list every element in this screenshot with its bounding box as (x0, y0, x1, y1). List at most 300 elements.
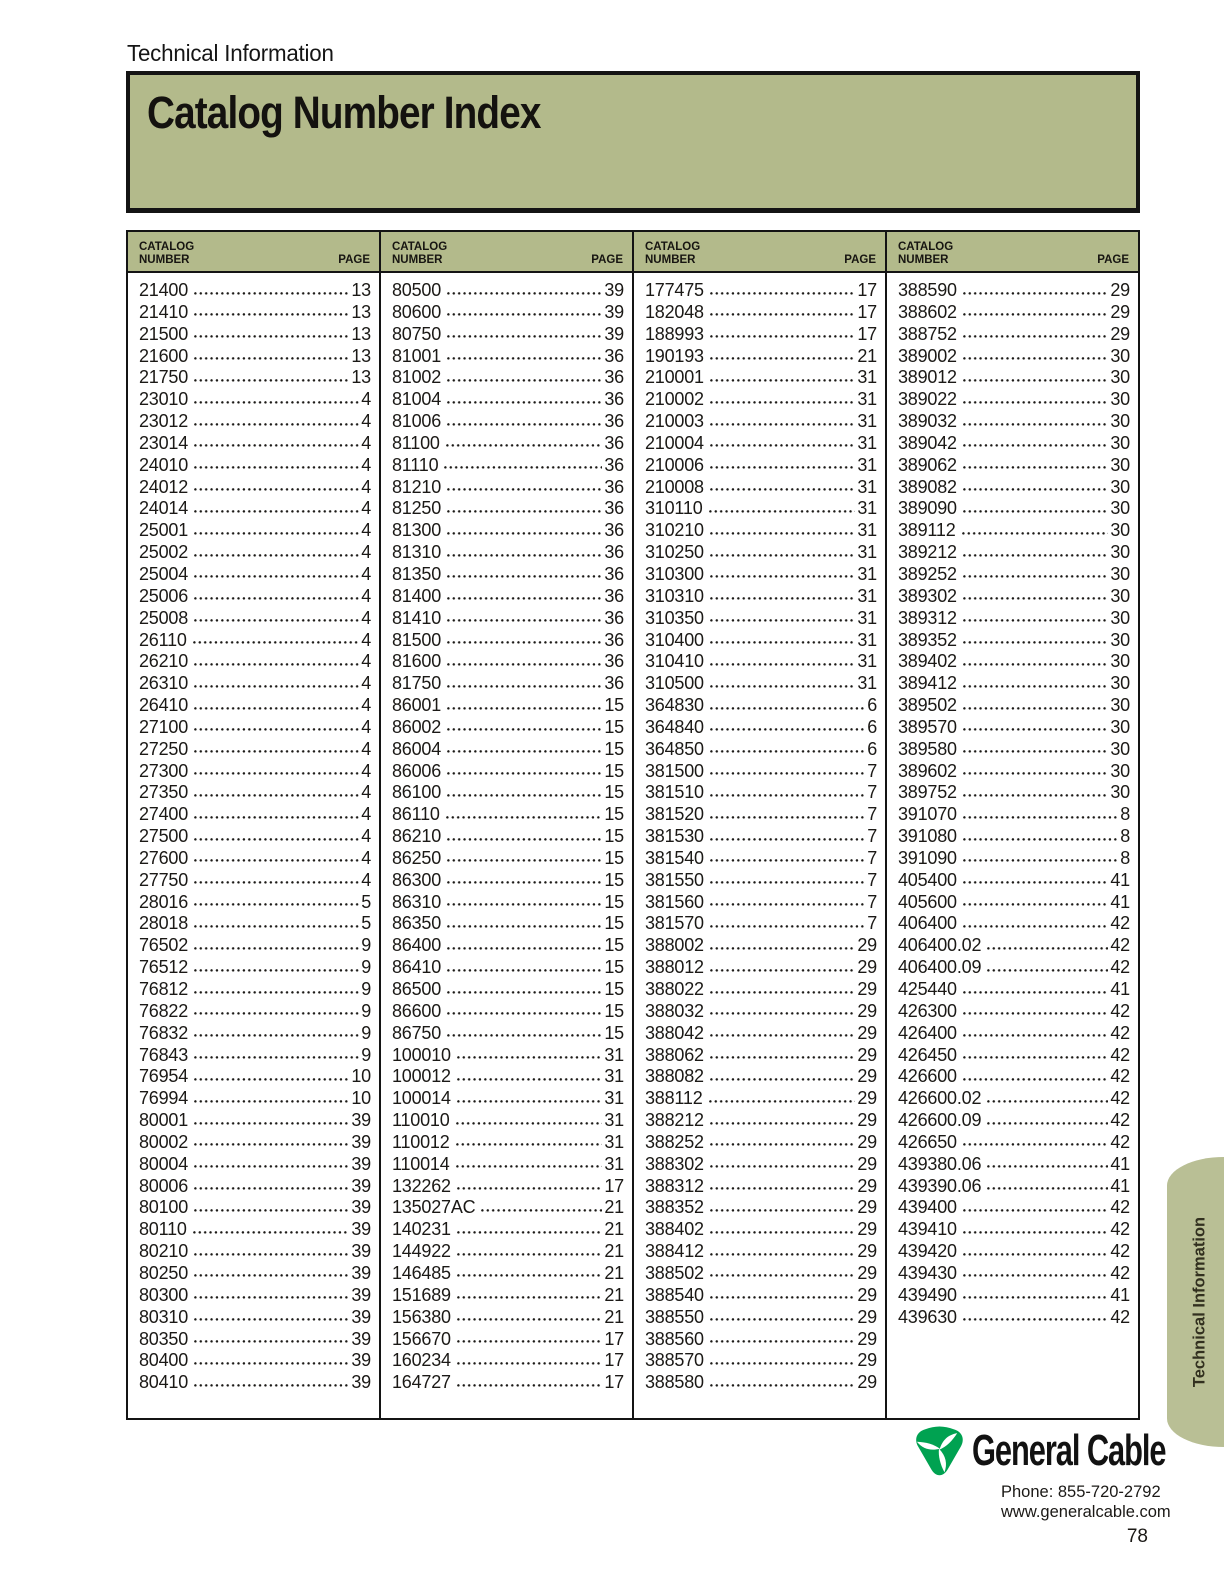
page-ref: 41 (1110, 869, 1130, 890)
page-ref: 31 (857, 563, 877, 584)
section-side-tab[interactable] (1167, 1157, 1224, 1447)
catalog-row (392, 1219, 624, 1241)
catalog-row (139, 433, 371, 455)
catalog-number: 86310 (392, 891, 442, 912)
catalog-number: 381540 (645, 847, 704, 868)
page-ref: 36 (604, 520, 624, 541)
page-ref: 17 (604, 1350, 624, 1371)
page-ref: 29 (857, 1350, 877, 1371)
page-ref: 30 (1110, 673, 1130, 694)
catalog-number: 388002 (645, 935, 704, 956)
page-ref: 36 (604, 454, 624, 475)
page-ref: 31 (857, 629, 877, 650)
catalog-row (645, 520, 877, 542)
catalog-number: 381550 (645, 869, 704, 890)
page-ref: 15 (604, 716, 624, 737)
catalog-number: 80250 (139, 1262, 189, 1283)
catalog-number: 81600 (392, 651, 442, 672)
catalog-row (645, 979, 877, 1001)
page-ref: 7 (867, 847, 877, 868)
catalog-row (645, 761, 877, 783)
catalog-number: 310410 (645, 651, 704, 672)
page-ref: 13 (351, 280, 371, 300)
catalog-row (392, 1263, 624, 1285)
page-ref: 15 (604, 847, 624, 868)
catalog-row (645, 739, 877, 761)
catalog-number: 80110 (139, 1219, 187, 1240)
catalog-row (898, 782, 1130, 804)
catalog-row (645, 695, 877, 717)
catalog-number: 388042 (645, 1022, 704, 1043)
catalog-number: 388302 (645, 1153, 704, 1174)
catalog-header-line1: CATALOG (392, 241, 448, 253)
catalog-number: 81100 (392, 432, 440, 453)
page-ref: 29 (857, 935, 877, 956)
catalog-number: 21600 (139, 345, 189, 366)
page-ref: 13 (351, 345, 371, 366)
catalog-number: 439380.06 (898, 1153, 982, 1174)
catalog-row (645, 1045, 877, 1067)
page-ref: 29 (857, 1306, 877, 1327)
page-ref: 31 (604, 1131, 624, 1152)
page-ref: 39 (351, 1110, 371, 1131)
catalog-row (645, 1154, 877, 1176)
catalog-number: 426450 (898, 1044, 957, 1065)
catalog-row (392, 302, 624, 324)
catalog-number: 388570 (645, 1350, 704, 1371)
page-ref: 29 (857, 1088, 877, 1109)
catalog-row (898, 1088, 1130, 1110)
page-ref: 17 (604, 1372, 624, 1393)
page-ref: 39 (351, 1219, 371, 1240)
page-ref: 42 (1110, 1219, 1130, 1240)
page-ref: 30 (1110, 563, 1130, 584)
catalog-row (898, 1263, 1130, 1285)
catalog-row (645, 477, 877, 499)
catalog-row (898, 717, 1130, 739)
catalog-row (139, 520, 371, 542)
catalog-header-line2: NUMBER (139, 254, 190, 266)
catalog-row (139, 1110, 371, 1132)
catalog-number: 439410 (898, 1219, 957, 1240)
catalog-number: 389062 (898, 454, 957, 475)
catalog-column (128, 232, 381, 1418)
catalog-row (645, 433, 877, 455)
page-ref: 4 (361, 716, 371, 737)
catalog-row (139, 935, 371, 957)
page-ref: 9 (361, 1000, 371, 1021)
catalog-number: 156380 (392, 1306, 451, 1327)
side-tab-label: Technical Information (1190, 1216, 1209, 1388)
catalog-row (392, 892, 624, 914)
catalog-row (139, 389, 371, 411)
catalog-number: 389022 (898, 389, 957, 410)
catalog-row (645, 1329, 877, 1351)
catalog-number: 110014 (392, 1153, 450, 1174)
page-ref: 7 (867, 869, 877, 890)
catalog-number: 86004 (392, 738, 442, 759)
catalog-row (898, 1154, 1130, 1176)
catalog-number: 364850 (645, 738, 704, 759)
catalog-row (898, 673, 1130, 695)
catalog-number: 405600 (898, 891, 957, 912)
page-ref: 13 (351, 301, 371, 322)
page-ref: 41 (1110, 979, 1130, 999)
page-ref: 30 (1110, 607, 1130, 628)
catalog-row (898, 477, 1130, 499)
catalog-row (139, 324, 371, 346)
page-ref: 36 (604, 498, 624, 519)
catalog-row (898, 324, 1130, 346)
page-ref: 29 (857, 1110, 877, 1131)
catalog-row (898, 630, 1130, 652)
page-ref: 42 (1110, 1197, 1130, 1218)
page-ref: 39 (351, 1328, 371, 1349)
catalog-number: 76843 (139, 1044, 189, 1065)
catalog-row (139, 280, 371, 302)
catalog-number: 389302 (898, 585, 957, 606)
catalog-row (898, 542, 1130, 564)
catalog-row (898, 870, 1130, 892)
page-header: PAGE (591, 254, 623, 266)
phone-line: Phone: 855-720-2792 (1001, 1483, 1161, 1501)
catalog-row (898, 389, 1130, 411)
page-ref: 29 (857, 1153, 877, 1174)
page-ref: 31 (857, 585, 877, 606)
catalog-number: 86600 (392, 1000, 442, 1021)
page-ref: 4 (361, 585, 371, 606)
page-ref: 15 (604, 695, 624, 716)
catalog-number: 80210 (139, 1241, 189, 1262)
catalog-number: 210008 (645, 476, 704, 497)
catalog-number: 132262 (392, 1175, 451, 1196)
page-ref: 17 (604, 1328, 624, 1349)
catalog-number: 391070 (898, 804, 957, 825)
page-ref: 30 (1110, 367, 1130, 388)
catalog-number: 110010 (392, 1110, 450, 1131)
catalog-number: 388082 (645, 1066, 704, 1087)
catalog-number: 27100 (139, 716, 189, 737)
page-ref: 7 (867, 913, 877, 934)
column-body (887, 273, 1138, 1418)
catalog-number: 80350 (139, 1328, 189, 1349)
catalog-row (645, 1023, 877, 1045)
catalog-row (645, 935, 877, 957)
catalog-number: 81110 (392, 454, 439, 475)
page-ref: 13 (351, 367, 371, 388)
catalog-number: 310350 (645, 607, 704, 628)
page-ref: 10 (351, 1088, 371, 1109)
page-ref: 4 (361, 607, 371, 628)
catalog-row (898, 564, 1130, 586)
catalog-number-header (139, 241, 194, 267)
catalog-number: 310250 (645, 542, 704, 563)
catalog-number: 439630 (898, 1306, 957, 1327)
page-ref: 30 (1110, 476, 1130, 497)
catalog-row (645, 1241, 877, 1263)
catalog-row (645, 804, 877, 826)
catalog-row (645, 564, 877, 586)
page-ref: 39 (351, 1262, 371, 1283)
page-ref: 36 (604, 542, 624, 563)
catalog-number: 439430 (898, 1262, 957, 1283)
catalog-row (645, 957, 877, 979)
page-ref: 30 (1110, 760, 1130, 781)
catalog-number: 27600 (139, 847, 189, 868)
catalog-number: 81210 (392, 476, 442, 497)
catalog-number: 389502 (898, 695, 957, 716)
catalog-row (139, 1001, 371, 1023)
page-ref: 30 (1110, 432, 1130, 453)
page-ref: 15 (604, 1022, 624, 1043)
catalog-row (898, 892, 1130, 914)
catalog-number: 182048 (645, 301, 704, 322)
catalog-row (645, 498, 877, 520)
catalog-index-table (126, 230, 1140, 1420)
catalog-row (645, 586, 877, 608)
catalog-row (645, 1088, 877, 1110)
catalog-header-line1: CATALOG (139, 241, 195, 253)
page-ref: 39 (351, 1350, 371, 1371)
catalog-number: 21750 (139, 367, 189, 388)
catalog-row (392, 979, 624, 1001)
catalog-number: 310300 (645, 563, 704, 584)
page-ref: 4 (361, 826, 371, 847)
catalog-number: 25002 (139, 542, 189, 563)
catalog-row (645, 411, 877, 433)
catalog-row (139, 367, 371, 389)
catalog-number: 381520 (645, 804, 704, 825)
page-ref: 15 (604, 826, 624, 847)
catalog-header-line2: NUMBER (898, 254, 949, 266)
catalog-number: 426600 (898, 1066, 957, 1087)
page-ref: 21 (604, 1284, 624, 1305)
catalog-row (139, 586, 371, 608)
catalog-row (898, 1285, 1130, 1307)
catalog-number: 86001 (392, 695, 442, 716)
page-ref: 36 (604, 629, 624, 650)
page-ref: 17 (857, 280, 877, 300)
page-ref: 4 (361, 673, 371, 694)
catalog-row (139, 651, 371, 673)
catalog-row (645, 608, 877, 630)
page-ref: 31 (857, 651, 877, 672)
catalog-row (392, 411, 624, 433)
catalog-row (645, 630, 877, 652)
catalog-row (392, 1372, 624, 1394)
page-ref: 15 (604, 760, 624, 781)
catalog-row (139, 411, 371, 433)
page-ref: 21 (604, 1241, 624, 1262)
catalog-row (392, 389, 624, 411)
brand-logo (911, 1420, 1224, 1482)
catalog-number: 80310 (139, 1306, 189, 1327)
catalog-number: 27500 (139, 826, 189, 847)
page-ref: 39 (351, 1306, 371, 1327)
catalog-row (139, 1066, 371, 1088)
catalog-row (139, 1132, 371, 1154)
catalog-number: 388022 (645, 979, 704, 999)
page-ref: 39 (351, 1131, 371, 1152)
page-ref: 15 (604, 891, 624, 912)
page-ref: 36 (604, 411, 624, 432)
page-ref: 41 (1110, 1153, 1130, 1174)
website-line[interactable]: www.generalcable.com (1001, 1502, 1171, 1521)
catalog-number: 426400 (898, 1022, 957, 1043)
catalog-number: 27350 (139, 782, 189, 803)
catalog-number: 388412 (645, 1241, 704, 1262)
page-ref: 4 (361, 498, 371, 519)
catalog-row (898, 411, 1130, 433)
catalog-number: 76822 (139, 1000, 189, 1021)
page-ref: 17 (857, 323, 877, 344)
page-ref: 31 (604, 1110, 624, 1131)
page-ref: 15 (604, 935, 624, 956)
catalog-number: 389412 (898, 673, 957, 694)
catalog-row (898, 804, 1130, 826)
catalog-number: 86210 (392, 826, 442, 847)
catalog-number: 80300 (139, 1284, 189, 1305)
catalog-number: 405400 (898, 869, 957, 890)
page-ref: 4 (361, 695, 371, 716)
catalog-row (392, 957, 624, 979)
catalog-number: 388062 (645, 1044, 704, 1065)
page-ref: 15 (604, 1000, 624, 1021)
page-ref: 36 (604, 607, 624, 628)
catalog-number: 310110 (645, 498, 703, 519)
catalog-number-header (392, 241, 447, 267)
page-ref: 4 (361, 454, 371, 475)
catalog-number: 388112 (645, 1088, 703, 1109)
catalog-row (898, 848, 1130, 870)
catalog-number: 160234 (392, 1350, 451, 1371)
page-ref: 31 (857, 520, 877, 541)
page-ref: 42 (1110, 1022, 1130, 1043)
catalog-number: 381510 (645, 782, 704, 803)
catalog-number: 388602 (898, 301, 957, 322)
column-header (381, 232, 632, 273)
page-ref: 4 (361, 804, 371, 825)
catalog-row (139, 608, 371, 630)
catalog-row (392, 913, 624, 935)
catalog-number: 406400.09 (898, 957, 982, 978)
catalog-number: 76994 (139, 1088, 189, 1109)
catalog-row (392, 782, 624, 804)
page-ref: 8 (1120, 804, 1130, 825)
catalog-number: 21500 (139, 323, 189, 344)
page-ref: 4 (361, 782, 371, 803)
catalog-row (645, 1307, 877, 1329)
catalog-number: 310310 (645, 585, 704, 606)
catalog-row (139, 455, 371, 477)
catalog-row (898, 586, 1130, 608)
page-ref: 36 (604, 651, 624, 672)
catalog-row (898, 957, 1130, 979)
catalog-row (392, 761, 624, 783)
column-body (634, 273, 885, 1418)
catalog-number: 81004 (392, 389, 442, 410)
page-ref: 15 (604, 957, 624, 978)
brand-name: General Cable (972, 1426, 1166, 1475)
catalog-row (898, 935, 1130, 957)
catalog-row (898, 913, 1130, 935)
page-ref: 36 (604, 563, 624, 584)
page-ref: 4 (361, 432, 371, 453)
page-ref: 31 (604, 1153, 624, 1174)
catalog-row (139, 1372, 371, 1394)
catalog-number: 76512 (139, 957, 189, 978)
catalog-number: 439390.06 (898, 1175, 982, 1196)
catalog-number: 391090 (898, 847, 957, 868)
catalog-row (898, 367, 1130, 389)
page-ref: 42 (1110, 1306, 1130, 1327)
page-ref: 31 (857, 411, 877, 432)
catalog-row (392, 1001, 624, 1023)
catalog-row (139, 1307, 371, 1329)
catalog-number: 310210 (645, 520, 704, 541)
page-ref: 42 (1110, 1066, 1130, 1087)
catalog-number: 24012 (139, 476, 189, 497)
catalog-header-line1: CATALOG (898, 241, 954, 253)
catalog-number: 210001 (645, 367, 704, 388)
catalog-row (898, 1045, 1130, 1067)
page-ref: 42 (1110, 1241, 1130, 1262)
page-ref: 42 (1110, 957, 1130, 978)
catalog-number: 23014 (139, 432, 189, 453)
catalog-number-header (645, 241, 700, 267)
catalog-number: 439420 (898, 1241, 957, 1262)
page-ref: 17 (604, 1175, 624, 1196)
catalog-number: 388012 (645, 957, 704, 978)
catalog-number: 406400.02 (898, 935, 982, 956)
catalog-row (645, 892, 877, 914)
catalog-row (392, 739, 624, 761)
catalog-row (392, 1045, 624, 1067)
catalog-number: 210003 (645, 411, 704, 432)
catalog-number: 86350 (392, 913, 442, 934)
column-body (128, 273, 379, 1418)
page-ref: 29 (857, 1022, 877, 1043)
catalog-row (139, 564, 371, 586)
catalog-row (392, 1197, 624, 1219)
page-ref: 41 (1110, 891, 1130, 912)
page-ref: 29 (857, 1328, 877, 1349)
catalog-number: 388540 (645, 1284, 704, 1305)
catalog-row (392, 717, 624, 739)
page-ref: 7 (867, 826, 877, 847)
catalog-number: 23010 (139, 389, 189, 410)
catalog-number: 389012 (898, 367, 957, 388)
catalog-row (645, 1350, 877, 1372)
catalog-number: 177475 (645, 280, 704, 300)
catalog-row (898, 280, 1130, 302)
catalog-number: 388252 (645, 1131, 704, 1152)
catalog-number: 100010 (392, 1044, 451, 1065)
catalog-row (898, 302, 1130, 324)
catalog-row (645, 542, 877, 564)
catalog-number: 426600.09 (898, 1110, 982, 1131)
page-ref: 7 (867, 804, 877, 825)
page-ref: 4 (361, 520, 371, 541)
catalog-number: 425440 (898, 979, 957, 999)
catalog-row (139, 892, 371, 914)
catalog-row (645, 1132, 877, 1154)
catalog-number: 80006 (139, 1175, 189, 1196)
catalog-number: 80600 (392, 301, 442, 322)
page-ref: 42 (1110, 1110, 1130, 1131)
catalog-number: 388550 (645, 1306, 704, 1327)
catalog-number: 81006 (392, 411, 442, 432)
